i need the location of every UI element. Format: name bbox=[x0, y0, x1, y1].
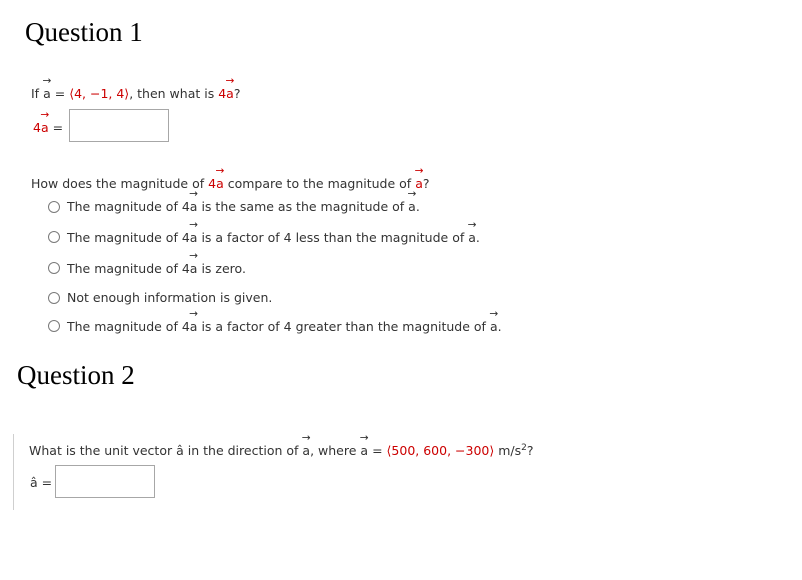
option-text: is a factor of 4 less than the magnitude of bbox=[201, 230, 465, 245]
vector-a: → a bbox=[468, 230, 476, 245]
q1-prompt bbox=[31, 86, 240, 101]
option-2-radio[interactable] bbox=[48, 231, 60, 243]
unit-vector-a-hat: â bbox=[30, 475, 38, 490]
option-text: Not enough information is given. bbox=[67, 290, 273, 305]
unit: m/s bbox=[498, 443, 522, 459]
option-text: The magnitude of bbox=[67, 319, 178, 334]
prompt-text: , where bbox=[310, 443, 357, 459]
compare-text: compare to the magnitude of bbox=[227, 176, 412, 191]
compare-text: How does the magnitude of bbox=[31, 176, 205, 191]
q2-answer-input[interactable] bbox=[55, 465, 155, 498]
scalar-4: 4 bbox=[181, 230, 190, 245]
vector-a: → a bbox=[216, 176, 224, 191]
vector-a: → a bbox=[302, 443, 310, 458]
question-mark: ? bbox=[526, 443, 534, 459]
q2-answer-label bbox=[30, 475, 52, 490]
option-5-radio[interactable] bbox=[48, 320, 60, 332]
scalar-4: 4 bbox=[181, 319, 190, 334]
scalar-4: 4 bbox=[181, 261, 190, 276]
prompt-text: What is the unit vector bbox=[29, 443, 173, 459]
q1-compare-question bbox=[31, 176, 430, 191]
question-2-title: Question 2 bbox=[17, 360, 135, 390]
vector-a: → a bbox=[415, 176, 423, 191]
vector-a-value: ⟨500, 600, −300⟩ bbox=[386, 443, 495, 459]
equals-sign: = bbox=[54, 86, 66, 101]
q2-prompt bbox=[29, 443, 534, 458]
vector-a: → a bbox=[360, 443, 368, 458]
vector-a: → a bbox=[408, 199, 416, 214]
question-mark: ? bbox=[422, 176, 430, 191]
option-5-label[interactable] bbox=[67, 319, 502, 334]
vector-a: → a bbox=[190, 199, 198, 214]
unit-vector-a-hat: â bbox=[176, 443, 184, 459]
scalar-4: 4 bbox=[208, 176, 217, 191]
option-text: The magnitude of bbox=[67, 230, 178, 245]
option-4-radio[interactable] bbox=[48, 292, 60, 304]
equals-sign: = bbox=[372, 443, 383, 459]
q1-answer-input[interactable] bbox=[69, 109, 169, 142]
vector-a: → a bbox=[41, 120, 49, 135]
period: . bbox=[415, 199, 420, 214]
period: . bbox=[475, 230, 480, 245]
option-text: is a factor of 4 greater than the magnitude of bbox=[201, 319, 486, 334]
option-text: is zero. bbox=[201, 261, 246, 276]
question-mark: ? bbox=[233, 86, 241, 101]
vector-a: → a bbox=[490, 319, 498, 334]
scalar-4: 4 bbox=[33, 120, 41, 135]
option-1-label[interactable] bbox=[67, 199, 420, 214]
period: . bbox=[497, 319, 502, 334]
prompt-text: in the direction of bbox=[187, 443, 299, 459]
vector-a-value: ⟨4, −1, 4⟩ bbox=[69, 86, 130, 101]
unit-exponent: 2 bbox=[521, 443, 527, 453]
option-1-radio[interactable] bbox=[48, 201, 60, 213]
scalar-4: 4 bbox=[181, 199, 190, 214]
option-2-label[interactable] bbox=[67, 230, 480, 245]
option-3-radio[interactable] bbox=[48, 262, 60, 274]
vector-a: → a bbox=[226, 86, 234, 101]
vector-a: → a bbox=[190, 230, 198, 245]
question-divider bbox=[13, 434, 14, 510]
option-text: The magnitude of bbox=[67, 199, 178, 214]
option-3-label[interactable] bbox=[67, 261, 246, 276]
equals-sign: = bbox=[41, 475, 53, 490]
option-4-label[interactable] bbox=[67, 290, 272, 305]
q1-answer-label bbox=[33, 120, 63, 135]
option-text: is the same as the magnitude of bbox=[201, 199, 405, 214]
question-1-title: Question 1 bbox=[25, 17, 143, 47]
vector-a: → a bbox=[43, 86, 51, 101]
option-text: The magnitude of bbox=[67, 261, 178, 276]
vector-a: → a bbox=[190, 261, 198, 276]
vector-a: → a bbox=[190, 319, 198, 334]
scalar-4: 4 bbox=[218, 86, 227, 101]
prompt-if: If bbox=[31, 86, 40, 101]
prompt-then: , then what is bbox=[129, 86, 215, 101]
equals-sign: = bbox=[52, 120, 64, 135]
